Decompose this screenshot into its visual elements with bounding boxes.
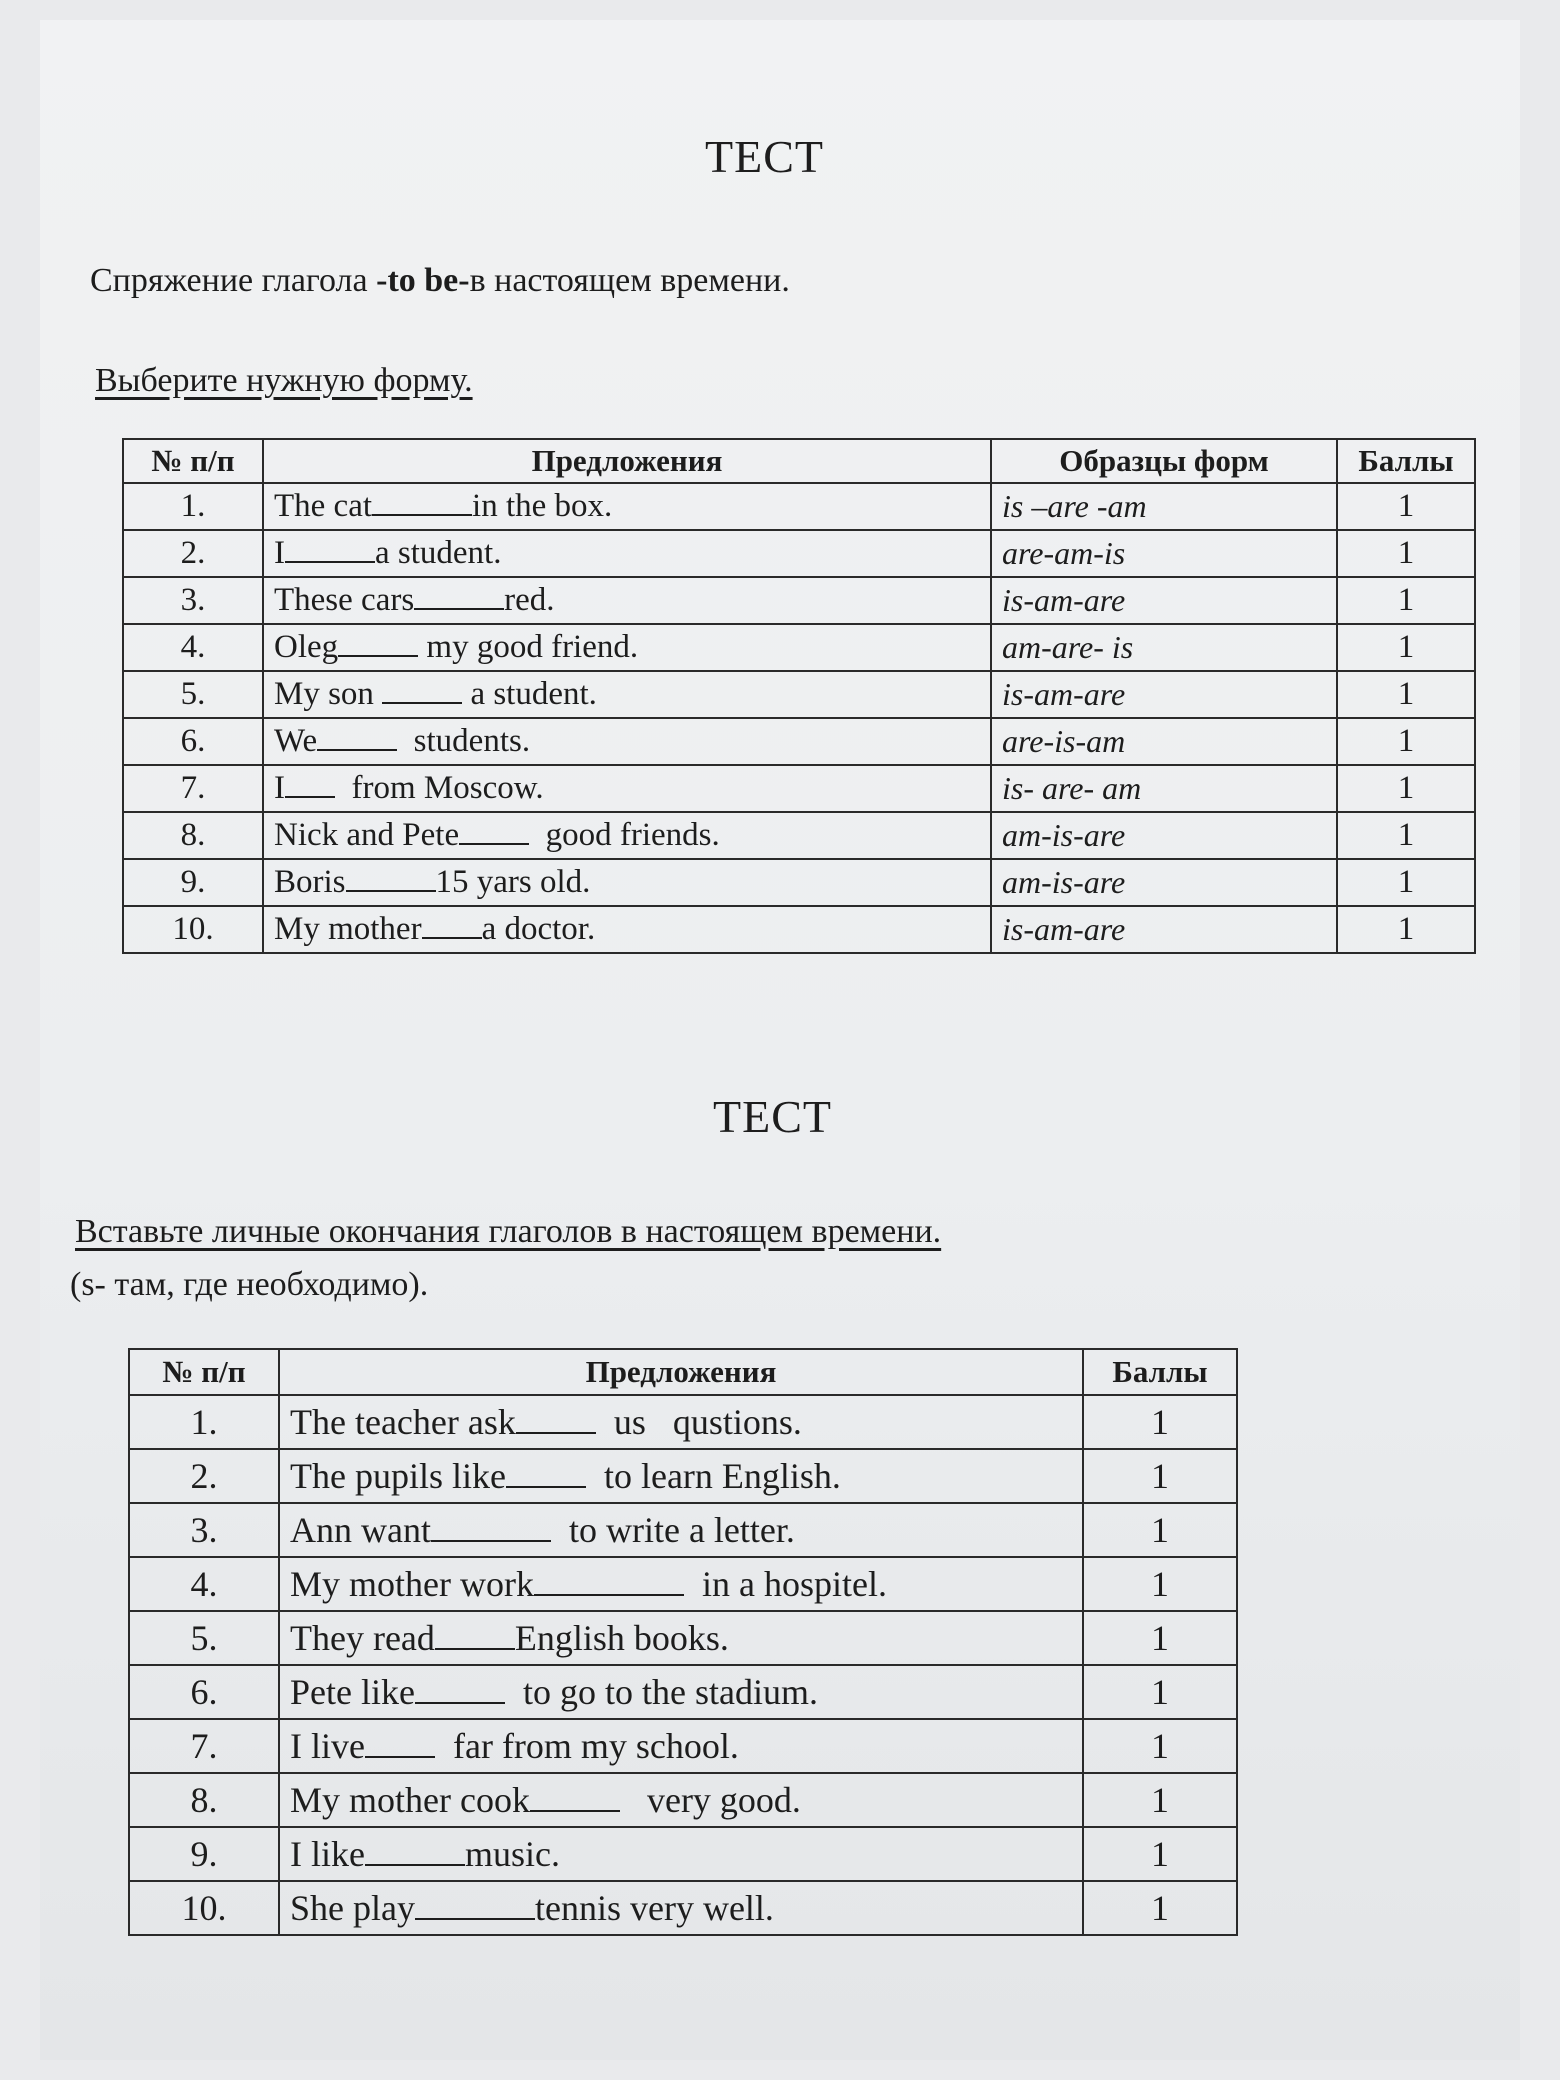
answer-blank[interactable]	[516, 1431, 596, 1434]
answer-blank[interactable]	[530, 1809, 620, 1812]
row-number: 5.	[129, 1611, 279, 1665]
table-row	[123, 530, 1475, 577]
test1-header-num: № п/п	[123, 439, 263, 483]
test1-header-row	[123, 439, 1475, 483]
sentence-end: in the box.	[472, 488, 613, 524]
test2-header-row	[129, 1349, 1237, 1395]
answer-blank[interactable]	[414, 607, 504, 610]
forms-cell: is –are -am	[991, 483, 1337, 530]
table-row	[129, 1395, 1237, 1449]
answer-blank[interactable]	[382, 701, 462, 704]
test2-header-num: № п/п	[129, 1349, 279, 1395]
forms-cell: am-is-are	[991, 812, 1337, 859]
answer-blank[interactable]	[346, 889, 436, 892]
score-cell: 1	[1337, 624, 1475, 671]
test1-header-forms: Образцы форм	[991, 439, 1337, 483]
row-number: 1.	[129, 1395, 279, 1449]
test2-header-sentence: Предложения	[279, 1349, 1083, 1395]
test2-instruction: Вставьте личные окончания глаголов в настоящем времени.	[75, 1213, 942, 1250]
test1-table	[122, 438, 1476, 954]
answer-blank[interactable]	[534, 1593, 684, 1596]
test2-note: (s- там, где необходимо).	[70, 1266, 429, 1303]
row-number: 7.	[129, 1719, 279, 1773]
sentence-cell	[263, 530, 991, 577]
sentence-start: Oleg	[274, 629, 339, 665]
sentence-start: Pete like	[290, 1672, 415, 1712]
sentence-start: I	[274, 770, 285, 806]
sentence-start: I	[274, 535, 285, 571]
answer-blank[interactable]	[435, 1647, 515, 1650]
answer-blank[interactable]	[365, 1863, 465, 1866]
score-cell: 1	[1337, 812, 1475, 859]
test1-title: ТЕСТ	[705, 131, 824, 182]
sentence-cell	[263, 671, 991, 718]
row-number: 10.	[123, 906, 263, 953]
table-row	[129, 1503, 1237, 1557]
forms-cell: is-am-are	[991, 906, 1337, 953]
sentence-cell	[279, 1719, 1083, 1773]
sentence-cell	[263, 718, 991, 765]
answer-blank[interactable]	[459, 842, 529, 845]
sentence-start: I live	[290, 1726, 365, 1766]
test1-subtitle	[90, 262, 790, 300]
sentence-cell	[279, 1449, 1083, 1503]
test1-subtitle-post: в настоящем времени.	[469, 262, 790, 299]
table-row	[123, 859, 1475, 906]
sentence-cell	[279, 1395, 1083, 1449]
score-cell: 1	[1337, 765, 1475, 812]
sentence-cell	[263, 859, 991, 906]
sentence-end: in a hospitel.	[683, 1564, 887, 1604]
answer-blank[interactable]	[422, 936, 482, 939]
row-number: 3.	[129, 1503, 279, 1557]
sentence-end: tennis very well.	[534, 1888, 774, 1928]
row-number: 4.	[123, 624, 263, 671]
answer-blank[interactable]	[415, 1917, 535, 1920]
score-cell: 1	[1083, 1611, 1237, 1665]
sentence-end: students.	[397, 723, 531, 759]
row-number: 6.	[123, 718, 263, 765]
sentence-cell	[279, 1881, 1083, 1935]
score-cell: 1	[1083, 1881, 1237, 1935]
score-cell: 1	[1337, 483, 1475, 530]
row-number: 3.	[123, 577, 263, 624]
score-cell: 1	[1337, 906, 1475, 953]
sentence-start: She play	[290, 1888, 415, 1928]
paper-sheet	[40, 20, 1520, 2060]
sentence-cell	[263, 624, 991, 671]
score-cell: 1	[1337, 718, 1475, 765]
sentence-start: They read	[290, 1618, 435, 1658]
sentence-start: Nick and Pete	[274, 817, 460, 853]
sentence-start: We	[274, 723, 318, 759]
row-number: 7.	[123, 765, 263, 812]
table-row	[123, 718, 1475, 765]
sentence-cell	[263, 765, 991, 812]
sentence-cell	[263, 906, 991, 953]
sentence-end: us qustions.	[595, 1402, 802, 1442]
test2-table	[128, 1348, 1238, 1936]
sentence-end: to write a letter.	[550, 1510, 795, 1550]
sentence-end: very good.	[619, 1780, 801, 1820]
table-row	[123, 812, 1475, 859]
forms-cell: are-am-is	[991, 530, 1337, 577]
sentence-end: my good friend.	[418, 629, 639, 665]
forms-cell: am-are- is	[991, 624, 1337, 671]
forms-cell: is-am-are	[991, 577, 1337, 624]
score-cell: 1	[1083, 1773, 1237, 1827]
row-number: 5.	[123, 671, 263, 718]
sentence-cell	[279, 1665, 1083, 1719]
table-row	[129, 1665, 1237, 1719]
table-row	[123, 765, 1475, 812]
test1-instruction: Выберите нужную форму.	[95, 362, 473, 399]
sentence-end: English books.	[514, 1618, 729, 1658]
row-number: 6.	[129, 1665, 279, 1719]
score-cell: 1	[1083, 1449, 1237, 1503]
table-row	[129, 1827, 1237, 1881]
score-cell: 1	[1083, 1827, 1237, 1881]
answer-blank[interactable]	[431, 1539, 551, 1542]
sentence-cell	[279, 1611, 1083, 1665]
sentence-end: 15 yars old.	[435, 864, 591, 900]
sentence-start: I like	[290, 1834, 365, 1874]
sentence-end: far from my school.	[434, 1726, 739, 1766]
test2-title: ТЕСТ	[713, 1091, 832, 1142]
answer-blank[interactable]	[415, 1701, 505, 1704]
sentence-end: a student.	[375, 535, 502, 571]
row-number: 8.	[123, 812, 263, 859]
table-row	[129, 1881, 1237, 1935]
score-cell: 1	[1083, 1503, 1237, 1557]
score-cell: 1	[1083, 1557, 1237, 1611]
sentence-end: music.	[464, 1834, 560, 1874]
answer-blank[interactable]	[285, 795, 335, 798]
score-cell: 1	[1337, 671, 1475, 718]
sentence-cell	[279, 1557, 1083, 1611]
sentence-start: The cat	[274, 488, 373, 524]
score-cell: 1	[1337, 859, 1475, 906]
forms-cell: is-am-are	[991, 671, 1337, 718]
sentence-end: a doctor.	[481, 911, 596, 947]
score-cell: 1	[1083, 1395, 1237, 1449]
test1-header-sentence: Предложения	[263, 439, 991, 483]
sentence-start: Boris	[274, 864, 346, 900]
forms-cell: are-is-am	[991, 718, 1337, 765]
table-row	[129, 1611, 1237, 1665]
answer-blank[interactable]	[285, 560, 375, 563]
table-row	[123, 577, 1475, 624]
row-number: 4.	[129, 1557, 279, 1611]
table-row	[129, 1773, 1237, 1827]
score-cell: 1	[1083, 1665, 1237, 1719]
answer-blank[interactable]	[365, 1755, 435, 1758]
answer-blank[interactable]	[506, 1485, 586, 1488]
table-row	[123, 671, 1475, 718]
sentence-end: to go to the stadium.	[504, 1672, 818, 1712]
row-number: 8.	[129, 1773, 279, 1827]
sentence-start: Ann want	[290, 1510, 431, 1550]
sentence-start: These cars	[274, 582, 415, 618]
sentence-start: My mother work	[290, 1564, 534, 1604]
row-number: 2.	[129, 1449, 279, 1503]
sentence-start: The teacher ask	[290, 1402, 516, 1442]
test1-header-score: Баллы	[1337, 439, 1475, 483]
sentence-cell	[263, 812, 991, 859]
score-cell: 1	[1337, 530, 1475, 577]
test1-subtitle-pre: Спряжение глагола	[90, 262, 377, 299]
table-row	[123, 483, 1475, 530]
sentence-cell	[279, 1503, 1083, 1557]
row-number: 10.	[129, 1881, 279, 1935]
row-number: 9.	[129, 1827, 279, 1881]
score-cell: 1	[1337, 577, 1475, 624]
sentence-end: to learn English.	[585, 1456, 841, 1496]
table-row	[123, 624, 1475, 671]
sentence-end: good friends.	[529, 817, 720, 853]
sentence-end: a student.	[462, 676, 597, 712]
row-number: 2.	[123, 530, 263, 577]
sentence-start: My mother cook	[290, 1780, 530, 1820]
forms-cell: is- are- am	[991, 765, 1337, 812]
table-row	[129, 1557, 1237, 1611]
sentence-start: My mother	[274, 911, 422, 947]
table-row	[123, 906, 1475, 953]
answer-blank[interactable]	[338, 654, 418, 657]
answer-blank[interactable]	[372, 513, 472, 516]
sentence-cell	[263, 483, 991, 530]
row-number: 1.	[123, 483, 263, 530]
forms-cell: am-is-are	[991, 859, 1337, 906]
sentence-start: My son	[274, 676, 383, 712]
sentence-end: from Moscow.	[335, 770, 544, 806]
sentence-cell	[279, 1773, 1083, 1827]
sentence-start: The pupils like	[290, 1456, 506, 1496]
table-row	[129, 1719, 1237, 1773]
sentence-cell	[263, 577, 991, 624]
sentence-end: red.	[504, 582, 555, 618]
row-number: 9.	[123, 859, 263, 906]
test1-subtitle-bold: -to be-	[376, 262, 470, 299]
table-row	[129, 1449, 1237, 1503]
score-cell: 1	[1083, 1719, 1237, 1773]
test2-header-score: Баллы	[1083, 1349, 1237, 1395]
answer-blank[interactable]	[317, 748, 397, 751]
sentence-cell	[279, 1827, 1083, 1881]
